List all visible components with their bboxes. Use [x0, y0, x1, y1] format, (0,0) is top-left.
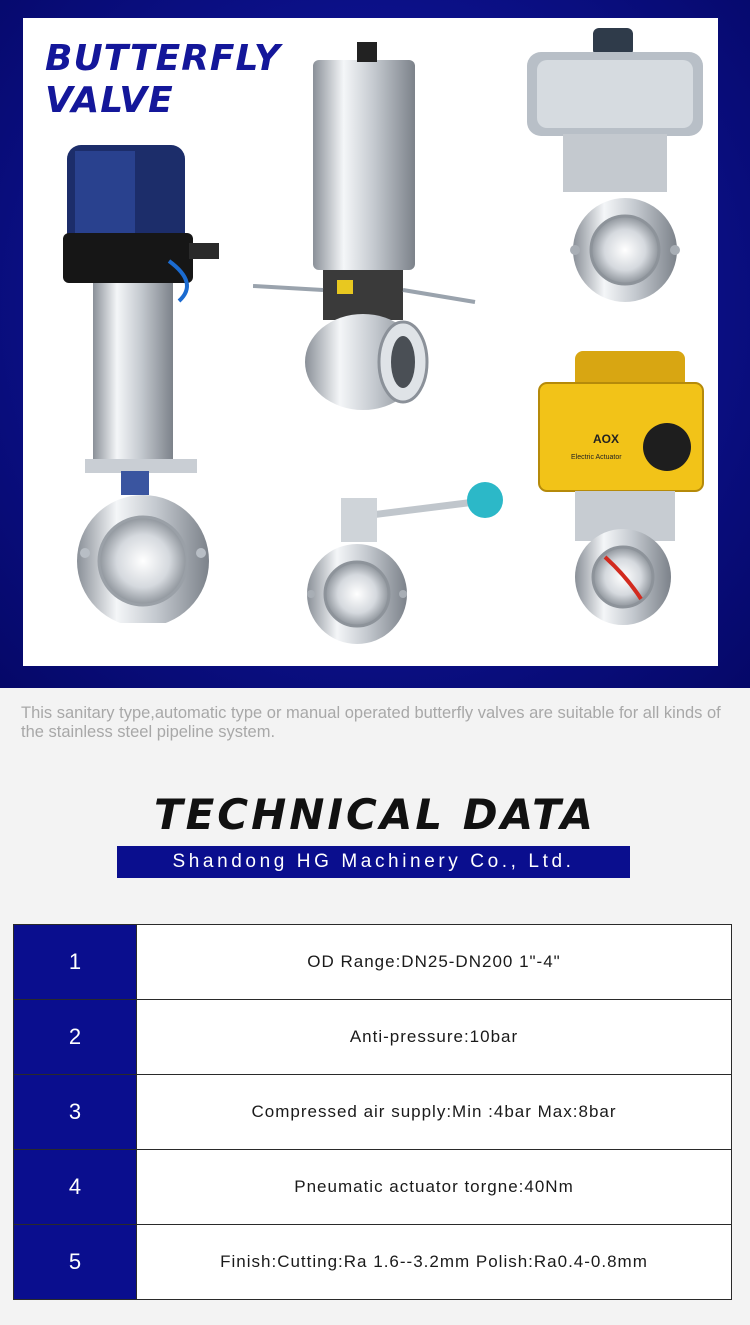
product-photo-panel [23, 18, 718, 666]
spec-index: 5 [14, 1225, 137, 1300]
spec-value: Compressed air supply:Min :4bar Max:8bar [137, 1075, 732, 1150]
spec-index: 1 [14, 925, 137, 1000]
spec-index: 2 [14, 1000, 137, 1075]
manual-handle-valve-icon [297, 480, 512, 650]
spec-value: OD Range:DN25-DN200 1"-4" [137, 925, 732, 1000]
technical-data-heading: TECHNICAL DATA [153, 790, 597, 839]
spec-index: 3 [14, 1075, 137, 1150]
spec-row [14, 1150, 732, 1225]
spec-row [14, 1000, 732, 1075]
electric-actuator-valve-icon [535, 351, 710, 631]
company-name-bar: Shandong HG Machinery Co., Ltd. [117, 846, 630, 878]
spec-table [13, 924, 732, 1300]
intro-description: This sanitary type,automatic type or manual operated butterfly valves are suitable for all kinds of the stainless steel pipeline system. [21, 704, 721, 741]
spec-value: Finish:Cutting:Ra 1.6--3.2mm Polish:Ra0.4-0.8mm [137, 1225, 732, 1300]
pneumatic-valve-blue-cap-icon [49, 133, 229, 623]
actuator-type-label: Electric Actuator [571, 454, 622, 461]
pneumatic-actuator-valve-icon [523, 26, 708, 316]
pneumatic-valve-cylinder-icon [253, 40, 478, 420]
spec-index: 4 [14, 1150, 137, 1225]
hero-title-line1: BUTTERFLY [45, 38, 281, 79]
actuator-brand-label: AOX [593, 432, 620, 446]
hero-title-line2: VALVE [45, 80, 174, 121]
spec-row [14, 925, 732, 1000]
spec-row [14, 1225, 732, 1300]
hero-title [45, 38, 281, 122]
spec-row [14, 1075, 732, 1150]
spec-value: Pneumatic actuator torgne:40Nm [137, 1150, 732, 1225]
spec-value: Anti-pressure:10bar [137, 1000, 732, 1075]
